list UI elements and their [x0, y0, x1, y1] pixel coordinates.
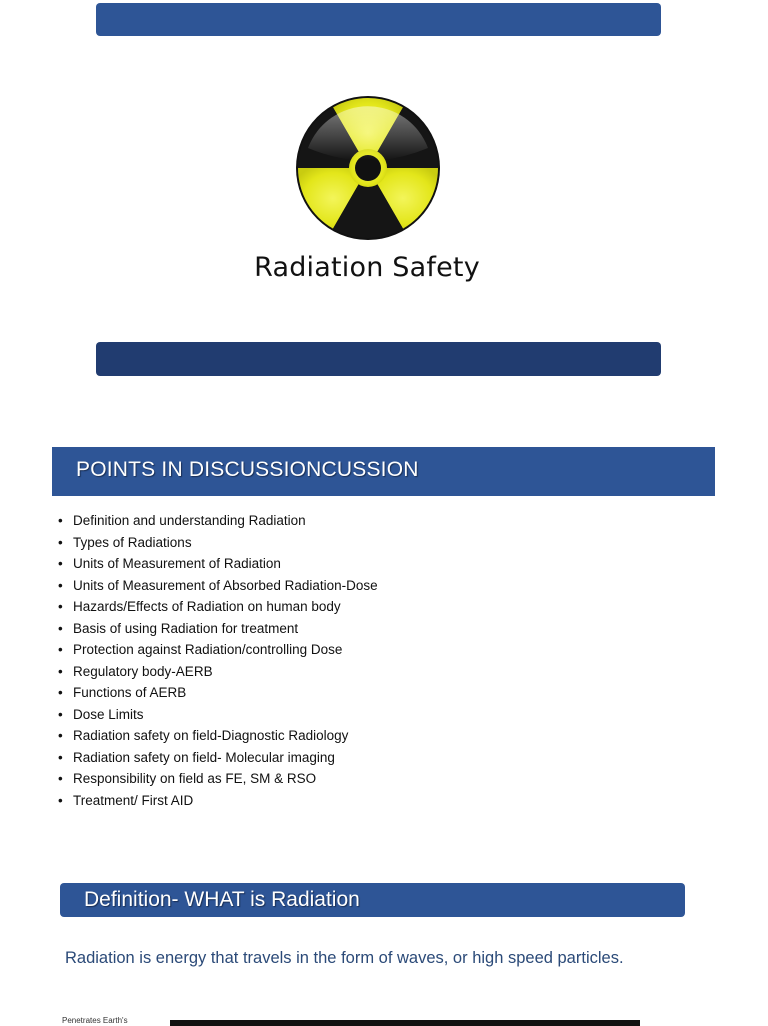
list-item	[58, 618, 378, 640]
list-item	[58, 661, 378, 683]
spectrum-figure-strip	[170, 1020, 640, 1026]
list-item	[58, 639, 378, 661]
bullet-icon: •	[58, 599, 63, 614]
list-item	[58, 596, 378, 618]
list-item	[58, 532, 378, 554]
bullet-icon: •	[58, 771, 63, 786]
list-item	[58, 575, 378, 597]
list-item-text: Types of Radiations	[73, 534, 192, 550]
top-banner-bar	[96, 3, 661, 36]
bullet-icon: •	[58, 620, 63, 636]
list-item	[58, 790, 378, 812]
bullet-icon: •	[58, 642, 63, 657]
bullet-icon: •	[58, 663, 63, 679]
list-item-text: Units of Measurement of Radiation	[73, 556, 281, 571]
points-list	[58, 510, 378, 811]
list-item	[58, 768, 378, 790]
list-item-text: Treatment/ First AID	[73, 792, 194, 808]
list-item	[58, 682, 378, 704]
bullet-icon: •	[58, 749, 63, 765]
list-item-text: Regulatory body-AERB	[73, 663, 213, 679]
list-item-text: Units of Measurement of Absorbed Radiation-Dose	[73, 577, 378, 593]
bullet-icon: •	[58, 792, 63, 808]
bullet-icon: •	[58, 685, 63, 700]
list-item-text: Dose Limits	[73, 706, 144, 722]
bullet-icon: •	[58, 534, 63, 550]
list-item-text: Radiation safety on field- Molecular imaging	[73, 749, 335, 765]
list-item-text: Radiation safety on field-Diagnostic Radiology	[73, 728, 349, 743]
list-item	[58, 725, 378, 747]
bullet-icon: •	[58, 728, 63, 743]
definition-section-header	[60, 883, 685, 917]
figure-caption: Penetrates Earth's	[62, 1016, 128, 1025]
list-item-text: Responsibility on field as FE, SM & RSO	[73, 771, 317, 786]
definition-text: Radiation is energy that travels in the form of waves, or high speed particles.	[65, 949, 624, 967]
bullet-icon: •	[58, 556, 63, 571]
list-item	[58, 747, 378, 769]
definition-section-heading: Definition- WHAT is Radiation	[84, 888, 360, 911]
list-item-text: Basis of using Radiation for treatment	[73, 620, 299, 636]
bullet-icon: •	[58, 577, 63, 593]
bullet-icon: •	[58, 513, 63, 528]
list-item-text: Hazards/Effects of Radiation on human body	[73, 599, 341, 614]
bullet-icon: •	[58, 706, 63, 722]
radiation-trefoil-icon	[295, 95, 441, 241]
list-item-text: Protection against Radiation/controlling Dose	[73, 642, 343, 657]
list-item-text: Definition and understanding Radiation	[73, 513, 306, 528]
title-underline-bar	[96, 342, 661, 376]
document-title: Radiation Safety	[254, 252, 480, 283]
points-section-heading: POINTS IN DISCUSSIONCUSSION	[76, 458, 419, 481]
points-section-header	[52, 447, 715, 496]
list-item	[58, 510, 378, 532]
list-item	[58, 704, 378, 726]
list-item-text: Functions of AERB	[73, 685, 187, 700]
list-item	[58, 553, 378, 575]
